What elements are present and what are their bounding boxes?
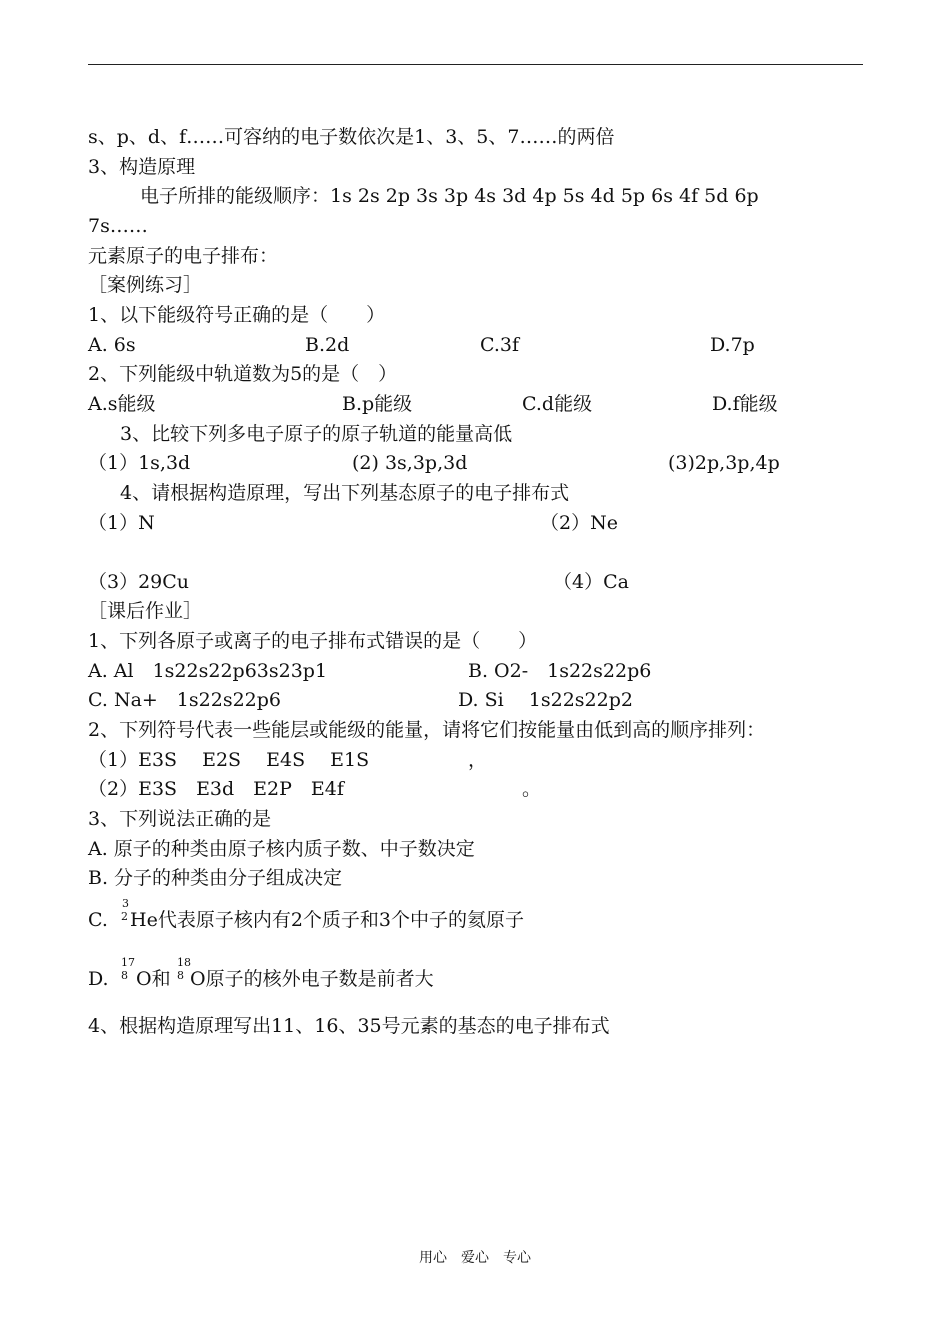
practice-q2-stem: 2、下列能级中轨道数为5的是（ ） (88, 363, 398, 385)
practice-q1-stem: 1、以下能级符号正确的是（ ） (88, 304, 386, 326)
homework-q2-part2-end: 。 (522, 778, 542, 800)
practice-q3-stem: 3、比较下列多电子原子的原子轨道的能量高低 (120, 423, 513, 445)
homework-q1-option-c: C. Na+ 1s22s22p6 (88, 689, 282, 711)
homework-q1-option-b: B. O2- 1s22s22p6 (468, 660, 652, 682)
energy-order-line1: 电子所排的能级顺序：1s 2s 2p 3s 3p 4s 3d 4p 5s 4d 5p 6s 4f 5d 6p (140, 185, 759, 207)
practice-q2-option-a: A.s能级 (88, 393, 156, 415)
practice-title: ［案例练习］ (88, 274, 203, 296)
oxygen17-atomic-number: 8 (121, 969, 128, 982)
practice-q4-part4: （4）Ca (553, 571, 629, 593)
practice-q4-part3: （3）29Cu (88, 571, 190, 593)
homework-q1-option-d: D. Si 1s22s22p2 (458, 689, 633, 711)
helium-atomic-number: 2 (121, 910, 128, 923)
page-footer: 用心 爱心 专心 (419, 1250, 531, 1266)
header-rule (88, 64, 863, 65)
practice-q4-stem: 4、请根据构造原理，写出下列基态原子的电子排布式 (120, 482, 570, 504)
practice-q2-option-b: B.p能级 (342, 393, 413, 415)
homework-q2-part2: （2）E3S E3d E2P E4f (88, 778, 344, 800)
practice-q4-part1: （1）N (88, 512, 155, 534)
practice-q1-option-d: D.7p (710, 334, 755, 356)
practice-q4-part2: （2）Ne (540, 512, 618, 534)
practice-q1-option-a: A. 6s (88, 334, 136, 356)
option-d-text2: O原子的核外电子数是前者大 (190, 968, 434, 990)
option-d-label: D. (88, 968, 109, 990)
homework-q2-stem: 2、下列符号代表一些能层或能级的能量，请将它们按能量由低到高的顺序排列： (88, 719, 766, 741)
homework-q1-stem: 1、下列各原子或离子的电子排布式错误的是（ ） (88, 630, 538, 652)
practice-q3-part3: (3)2p,3p,4p (668, 452, 780, 474)
option-c-label: C. (88, 909, 108, 931)
heading-aufbau: 3、构造原理 (88, 156, 196, 178)
homework-q4-stem: 4、根据构造原理写出11、16、35号元素的基态的电子排布式 (88, 1015, 610, 1037)
option-d-text1: O和 (136, 968, 171, 990)
oxygen17-mass-number: 17 (121, 956, 135, 969)
homework-q1-option-a: A. Al 1s22s22p63s23p1 (88, 660, 328, 682)
practice-q2-option-c: C.d能级 (522, 393, 593, 415)
homework-title: ［课后作业］ (88, 600, 203, 622)
homework-q3-option-b: B. 分子的种类由分子组成决定 (88, 867, 343, 889)
oxygen18-atomic-number: 8 (177, 969, 184, 982)
oxygen18-mass-number: 18 (177, 956, 191, 969)
practice-q2-option-d: D.f能级 (712, 393, 778, 415)
homework-q2-part1-end: ， (468, 749, 488, 771)
practice-q1-option-c: C.3f (480, 334, 520, 356)
helium-mass-number: 3 (122, 897, 129, 910)
practice-q3-part2: (2) 3s,3p,3d (352, 452, 468, 474)
homework-q2-part1: （1）E3S E2S E4S E1S (88, 749, 370, 771)
practice-q3-part1: （1）1s,3d (88, 452, 191, 474)
energy-order-line2: 7s…… (88, 215, 148, 237)
intro-spd-line: s、p、d、f……可容纳的电子数依次是1、3、5、7……的两倍 (88, 126, 615, 148)
practice-q1-option-b: B.2d (305, 334, 350, 356)
homework-q3-stem: 3、下列说法正确的是 (88, 808, 272, 830)
option-c-text: He代表原子核内有2个质子和3个中子的氦原子 (130, 909, 524, 931)
config-title: 元素原子的电子排布： (88, 245, 279, 267)
homework-q3-option-a: A. 原子的种类由原子核内质子数、中子数决定 (88, 838, 475, 860)
